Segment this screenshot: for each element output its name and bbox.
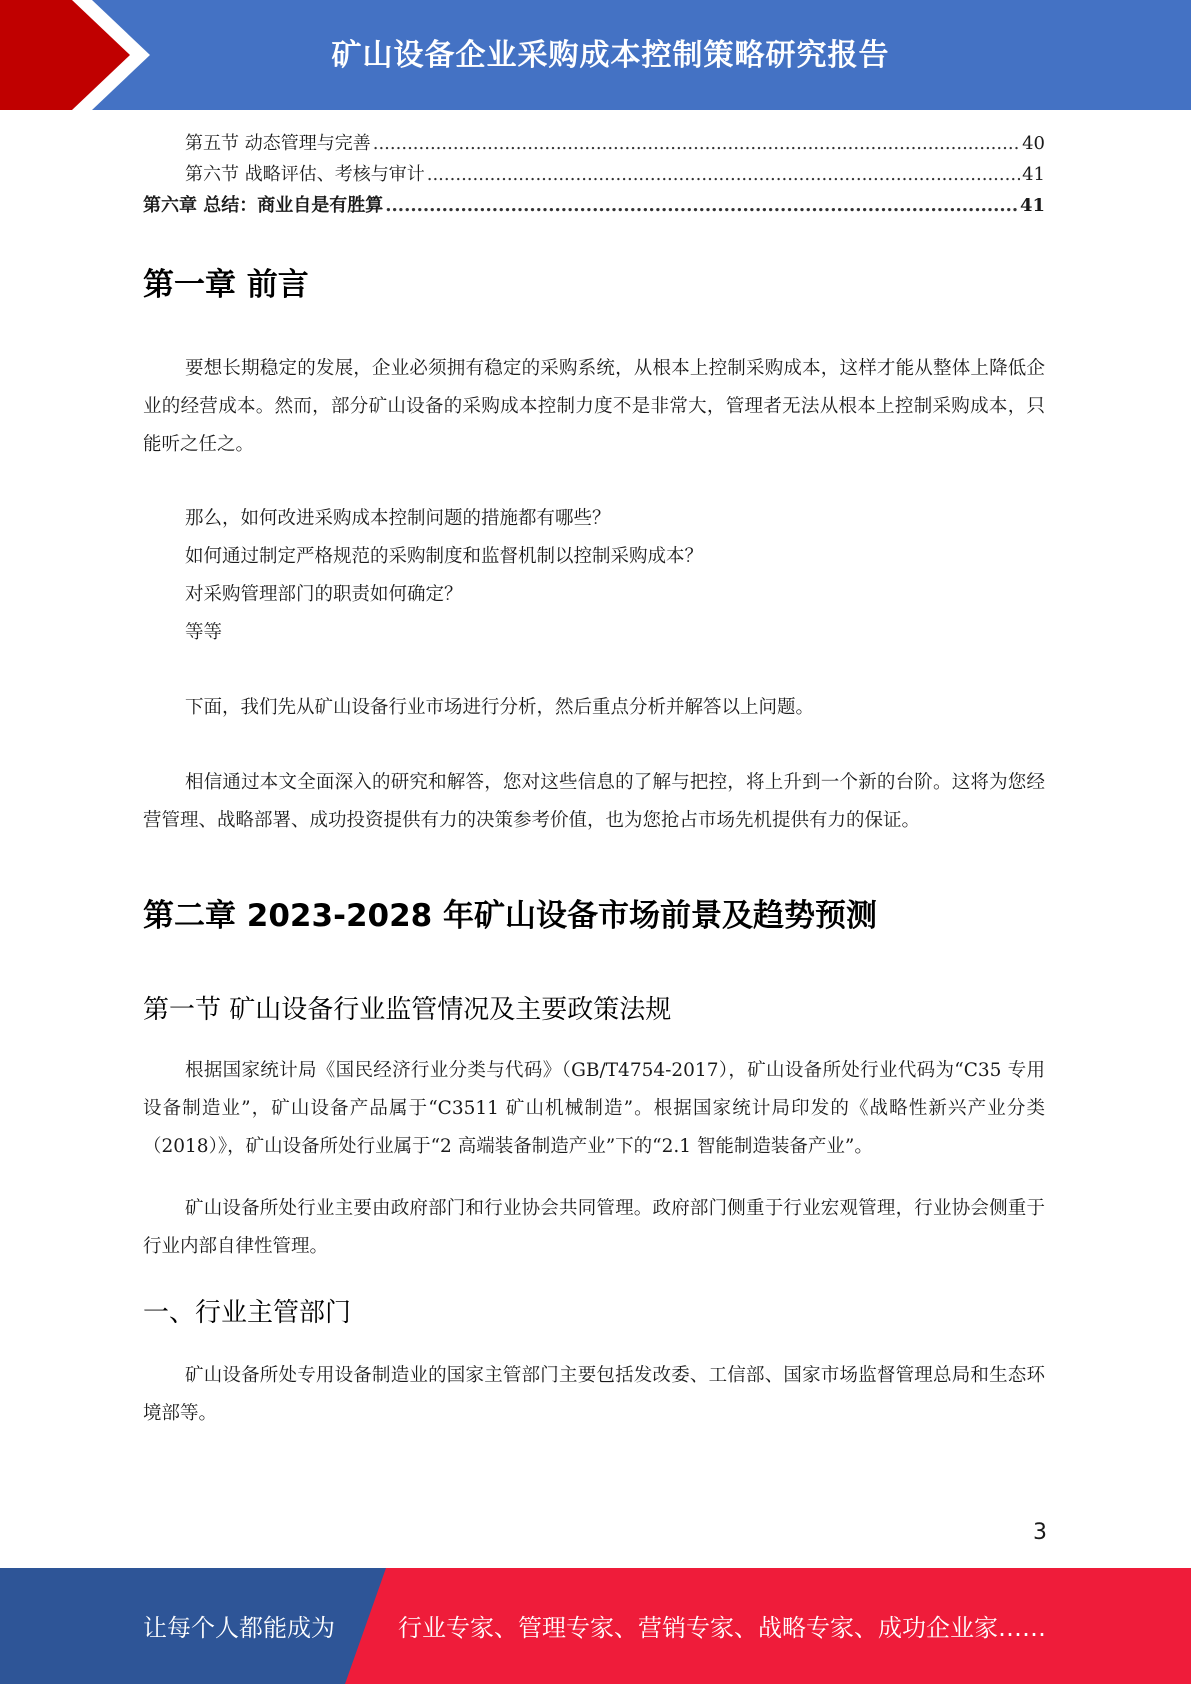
question-item: 那么，如何改进采购成本控制问题的措施都有哪些？	[185, 508, 611, 529]
toc-entry-page: 41	[1019, 195, 1045, 216]
paragraph: 根据国家统计局《国民经济行业分类与代码》（GB/T4754-2017），矿山设备所处行业代码为“C35 专用设备制造业”，矿山设备产品属于“C3511 矿山机械制造”。根据国家统计局印发的《战略性新兴产业分类（2018）》，矿山设备所处行业属于“2 高端装备制造产业”下的“2.1 智能制造装备产业”。	[143, 1060, 1045, 1157]
subsection-title: 一、行业主管部门	[143, 1298, 352, 1328]
question-list	[143, 500, 1045, 652]
toc-leader-dots	[385, 190, 1018, 221]
question-item: 如何通过制定严格规范的采购制度和监督机制以控制采购成本？	[185, 546, 704, 567]
footer-slogan-right: 行业专家、管理专家、营销专家、战略专家、成功企业家……	[398, 1614, 1046, 1642]
page-header	[0, 0, 1191, 110]
paragraph: 相信通过本文全面深入的研究和解答，您对这些信息的了解与把控，将上升到一个新的台阶。这将为您经营管理、战略部署、成功投资提供有力的决策参考价值，也为您抢占市场先机提供有力的保证。	[143, 772, 1045, 831]
toc-entry[interactable]	[143, 128, 1045, 159]
toc-leader-dots	[427, 159, 1020, 190]
chapter-2-title: 第二章 2023-2028 年矿山设备市场前景及趋势预测	[143, 898, 878, 934]
header-title: 矿山设备企业采购成本控制策略研究报告	[331, 38, 890, 73]
chapter-1-title: 第一章 前言	[143, 267, 309, 303]
toc-entry-page: 40	[1022, 133, 1045, 154]
paragraph: 矿山设备所处行业主要由政府部门和行业协会共同管理。政府部门侧重于行业宏观管理，行业协会侧重于行业内部自律性管理。	[143, 1198, 1045, 1257]
table-of-contents	[143, 128, 1045, 221]
toc-leader-dots	[373, 128, 1020, 159]
question-item: 对采购管理部门的职责如何确定？	[185, 584, 463, 605]
page-number: 3	[1033, 1520, 1047, 1545]
toc-entry-page: 41	[1022, 164, 1045, 185]
section-1-title: 第一节 矿山设备行业监管情况及主要政策法规	[143, 995, 672, 1025]
toc-entry-label: 第六章 总结：商业自是有胜算	[143, 195, 384, 216]
paragraph: 矿山设备所处专用设备制造业的国家主管部门主要包括发改委、工信部、国家市场监督管理总局和生态环境部等。	[143, 1365, 1045, 1424]
toc-entry-label: 第五节 动态管理与完善	[185, 133, 371, 154]
toc-entry[interactable]	[143, 159, 1045, 190]
footer-slogan-left: 让每个人都能成为	[143, 1614, 335, 1642]
toc-entry-label: 第六节 战略评估、考核与审计	[185, 164, 425, 185]
toc-entry[interactable]	[143, 190, 1045, 221]
paragraph: 下面，我们先从矿山设备行业市场进行分析，然后重点分析并解答以上问题。	[185, 697, 815, 718]
question-item: 等等	[185, 622, 223, 643]
paragraph: 要想长期稳定的发展，企业必须拥有稳定的采购系统，从根本上控制采购成本，这样才能从整体上降低企业的经营成本。然而，部分矿山设备的采购成本控制力度不是非常大，管理者无法从根本上控制采购成本，只能听之任之。	[143, 358, 1045, 455]
page-content	[143, 128, 1045, 1433]
page-footer	[0, 1568, 1191, 1684]
